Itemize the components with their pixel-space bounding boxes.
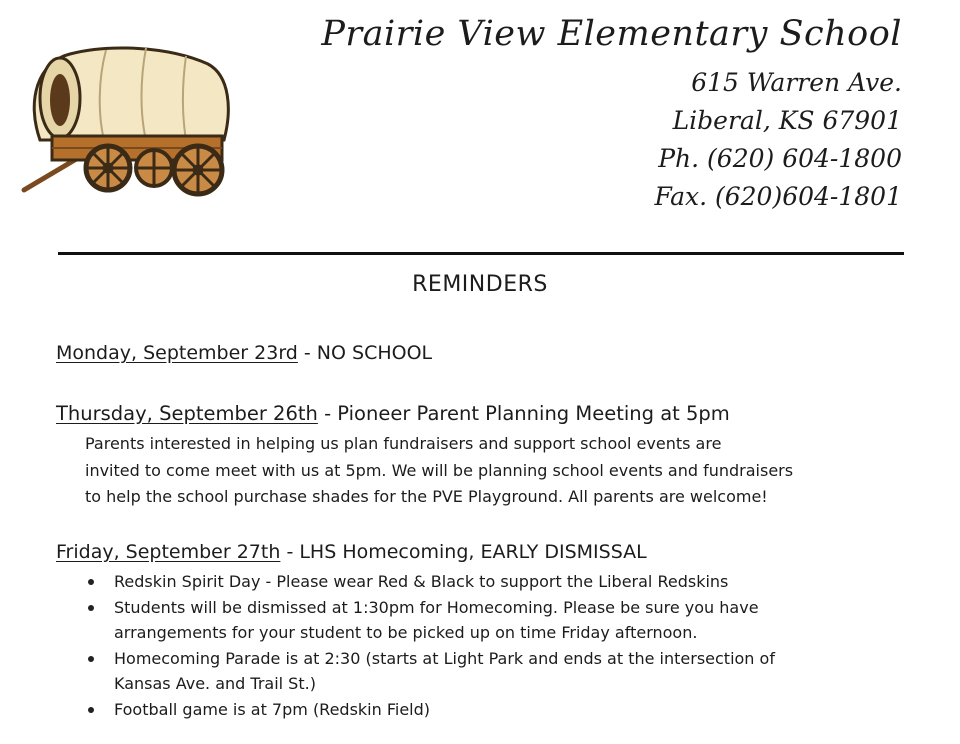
event-thursday-description xyxy=(85,431,915,511)
event-date: Monday, September 23rd xyxy=(56,342,298,364)
list-item xyxy=(88,569,775,595)
reminders-heading: REMINDERS xyxy=(412,272,548,297)
address-line-street: 615 Warren Ave. xyxy=(691,68,902,97)
event-monday xyxy=(56,342,432,364)
event-thursday xyxy=(56,402,730,425)
list-item-text: Football game is at 7pm (Redskin Field) xyxy=(114,699,431,719)
fax-number: Fax. (620)604-1801 xyxy=(654,182,902,211)
event-title: - LHS Homecoming, EARLY DISMISSAL xyxy=(280,541,647,563)
list-item-text: Homecoming Parade is at 2:30 (starts at Light Park and ends at the intersection of xyxy=(114,648,775,668)
school-name: Prairie View Elementary School xyxy=(321,14,902,54)
covered-wagon-logo xyxy=(18,40,240,198)
event-title: - Pioneer Parent Planning Meeting at 5pm xyxy=(317,402,730,425)
event-date: Friday, September 27th xyxy=(56,541,281,563)
header-divider xyxy=(58,252,904,255)
list-item-text: Kansas Ave. and Trail St.) xyxy=(114,674,316,693)
event-friday-bullets xyxy=(88,569,775,722)
description-line: to help the school purchase shades for the PVE Playground. All parents are welcome! xyxy=(85,487,768,506)
description-line: invited to come meet with us at 5pm. We will be planning school events and fundraisers xyxy=(85,460,794,480)
phone-number: Ph. (620) 604-1800 xyxy=(658,144,902,173)
list-item xyxy=(88,697,775,723)
address-line-city: Liberal, KS 67901 xyxy=(672,106,902,135)
event-title: - NO SCHOOL xyxy=(297,342,433,364)
list-item-text: Students will be dismissed at 1:30pm for Homecoming. Please be sure you have xyxy=(114,597,759,617)
list-item-text: Redskin Spirit Day - Please wear Red & Black to support the Liberal Redskins xyxy=(114,572,729,591)
list-item-text: arrangements for your student to be picked up on time Friday afternoon. xyxy=(114,623,698,642)
event-friday xyxy=(56,541,647,563)
list-item xyxy=(88,595,775,646)
event-date: Thursday, September 26th xyxy=(56,402,318,425)
description-line: Parents interested in helping us plan fundraisers and support school events are xyxy=(85,434,722,453)
list-item xyxy=(88,646,775,697)
